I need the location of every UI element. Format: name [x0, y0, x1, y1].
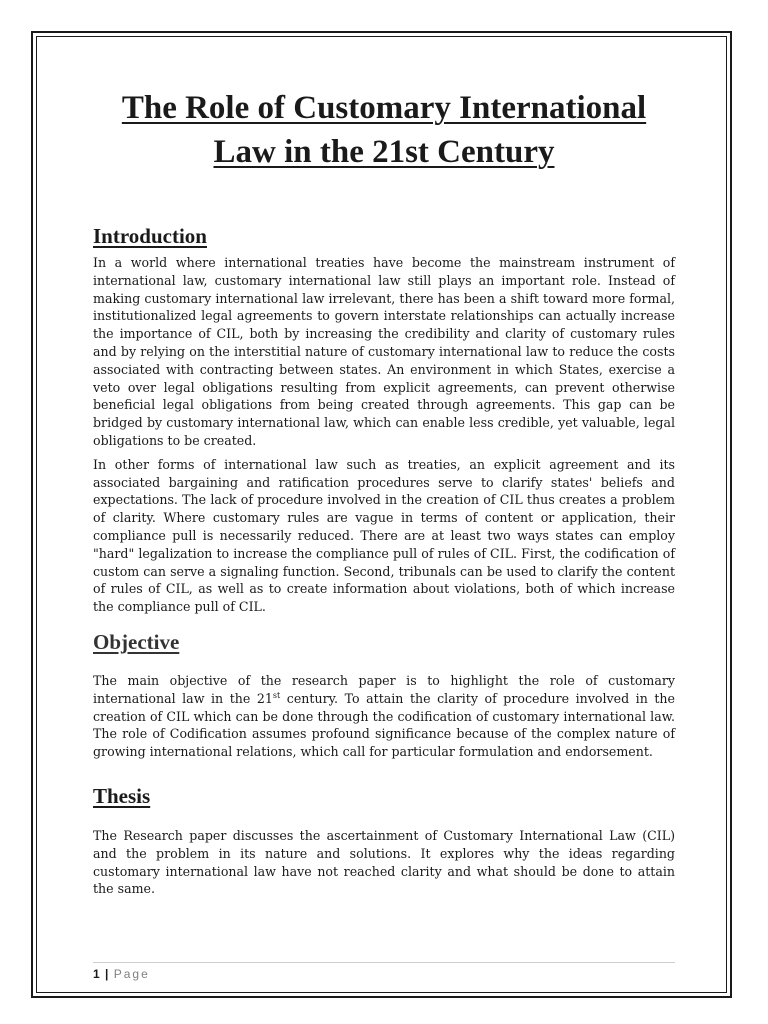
objective-text-part-1: The main objective of the research paper is to highlight the role of customary international law in the 21: [93, 672, 675, 706]
page-footer: [93, 967, 150, 981]
footer-separator: |: [105, 967, 109, 981]
page-number: 1: [93, 967, 100, 981]
objective-text-part-2: century. To attain the clarity of procedure involved in the creation of CIL which can be done through the codification of customary international law. The role of Codification assumes profound significance because of the complex nature of growing international relations, which call for particular formulation and endorsement.: [93, 690, 675, 760]
objective-superscript: st: [272, 690, 281, 700]
document-body: [93, 86, 675, 898]
title-line-2: Law in the 21st Century: [213, 134, 555, 170]
title-line-1: The Role of Customary International: [121, 90, 647, 126]
introduction-paragraph-1: In a world where international treaties have become the mainstream instrument of international law, customary international law still plays an important role. Instead of making customary international law irrelevant, there has been a shift toward more formal, institutionalized legal agreements to govern interstate relationships can actually increase the importance of CIL, both by increasing the credibility and clarity of customary rules and by relying on the interstitial nature of customary international law to reduce the costs associated with contracting between states. An environment in which States, exercise a veto over legal obligations resulting from explicit agreements, can prevent otherwise beneficial legal obligations from being created through agreements. This gap can be bridged by customary international law, which can enable less credible, yet valuable, legal obligations to be created.: [93, 255, 675, 448]
thesis-paragraph: The Research paper discusses the ascertainment of Customary International Law (CIL) and the problem in its nature and solutions. It explores why the ideas regarding customary international law have not reached clarity and what should be done to attain the same.: [93, 827, 675, 897]
objective-heading: Objective: [93, 629, 180, 654]
document-title: [93, 86, 675, 174]
introduction-paragraph-2: In other forms of international law such as treaties, an explicit agreement and its associated bargaining and ratification procedures serve to clarify states' beliefs and expectations. The lack of procedure involved in the creation of CIL thus creates a problem of clarity. Where customary rules are vague in terms of content or application, their compliance pull is necessarily reduced. There are at least two ways states can employ "hard" legalization to increase the compliance pull of rules of CIL. First, the codification of custom can serve a signaling function. Second, tribunals can be used to clarify the content of rules of CIL, as well as to create information about violations, both of which increase the compliance pull of CIL.: [93, 456, 675, 615]
footer-divider: [93, 962, 675, 963]
thesis-heading: Thesis: [93, 783, 151, 808]
objective-paragraph: [93, 672, 675, 761]
introduction-heading: Introduction: [93, 224, 207, 248]
page-label: Page: [113, 967, 150, 981]
